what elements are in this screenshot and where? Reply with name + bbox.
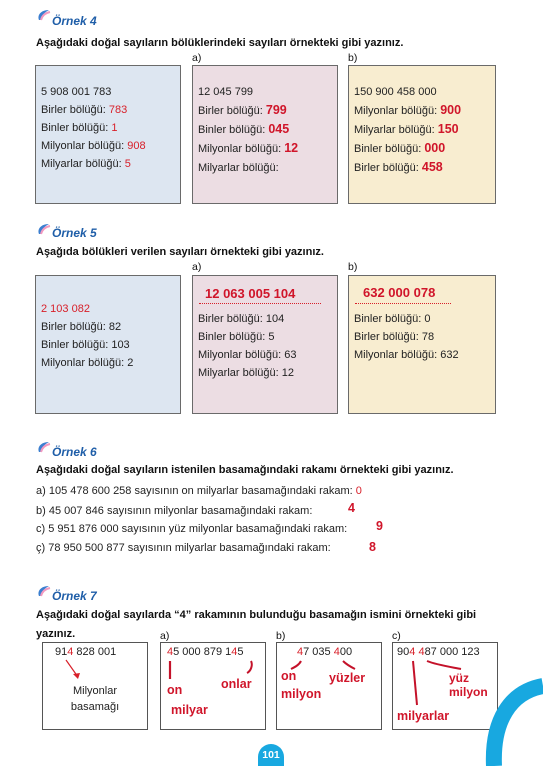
ex7-label-a: a) (160, 630, 170, 642)
example-badge-icon (36, 8, 52, 22)
ex4-b-box (348, 65, 496, 204)
ex4-label-a: a) (192, 52, 202, 64)
example-badge-icon (36, 440, 52, 454)
ex5-example-number: 2 103 082 (41, 303, 90, 315)
example-5-instruction: Aşağıda bölükleri verilen sayıları örnekteki gibi yazınız. (36, 246, 324, 258)
ex4-example-row: Milyonlar bölüğü: 908 (41, 140, 146, 152)
example-6-heading: Örnek 6 (52, 445, 97, 459)
ex7-label-b: b) (276, 630, 286, 642)
ex4-b-row: Milyonlar bölüğü: 900 (354, 103, 462, 117)
ex7-a-answer2: onlar (221, 677, 252, 691)
ex6-question-c: c) 5 951 876 000 sayısının yüz milyonlar basamağındaki rakam: (36, 523, 348, 535)
ex4-a-row: Birler bölüğü: 799 (198, 103, 287, 117)
ex7-example-box (42, 642, 148, 730)
ex4-example-number: 5 908 001 783 (41, 86, 112, 98)
ex6-answer-d: 8 (369, 540, 376, 554)
ex5-b-answer: 632 000 078 (363, 285, 436, 300)
ex4-b-row: Binler bölüğü: 000 (354, 141, 446, 155)
ex5-a-row: Milyonlar bölüğü: 63 (198, 349, 297, 361)
example-4-heading: Örnek 4 (52, 14, 97, 28)
ex4-example-row: Binler bölüğü: 1 (41, 122, 118, 134)
ex7-c-answer1: milyarlar (397, 709, 450, 723)
ex7-b-number: 47 035 400 (297, 646, 353, 658)
ex7-example-answer-line1: Milyonlar (72, 685, 117, 697)
ex5-a-row: Milyarlar bölüğü: 12 (198, 367, 294, 379)
ex4-a-row: Binler bölüğü: 045 (198, 122, 290, 136)
ex4-b-number: 150 900 458 000 (354, 86, 437, 98)
ex7-b-answer2: yüzler (329, 671, 366, 685)
ex7-example-number: 914 828 001 (55, 646, 117, 658)
example-7-heading: Örnek 7 (52, 589, 97, 603)
ex5-label-b: b) (348, 261, 358, 273)
ex5-a-answer-line (199, 303, 321, 304)
ex6-answer-c: 9 (376, 519, 383, 533)
ex7-b-answer1: on (281, 669, 297, 683)
ex6-question-b: b) 45 007 846 sayısının milyonlar basamağındaki rakam: (36, 505, 313, 517)
ex4-b-row: Milyarlar bölüğü: 150 (354, 122, 459, 136)
ex5-label-a: a) (192, 261, 202, 273)
page-number-badge (258, 744, 284, 766)
ex5-a-row: Birler bölüğü: 104 (198, 313, 285, 325)
ex7-a-box (160, 642, 266, 730)
ex5-a-box (192, 275, 338, 414)
ex7-a-number: 45 000 879 145 (167, 646, 244, 658)
ex5-example-row: Binler bölüğü: 103 (41, 339, 130, 351)
ex4-a-number: 12 045 799 (198, 86, 254, 98)
example-7-instruction-line1: Aşağıdaki doğal sayılarda “4” rakamının bulunduğu basamağın ismini örnekteki gibi (36, 609, 477, 621)
ex7-b-answer1b: milyon (281, 687, 322, 701)
ex6-answer-b: 4 (348, 501, 355, 515)
ex5-a-row: Binler bölüğü: 5 (198, 331, 275, 343)
ex7-example-answer-line2: basamağı (70, 701, 120, 713)
ex4-example-row: Birler bölüğü: 783 (41, 104, 128, 116)
example-5-heading: Örnek 5 (52, 226, 97, 240)
ex4-example-box (35, 65, 181, 204)
example-badge-icon (36, 584, 52, 598)
ex5-b-answer-line (355, 303, 451, 304)
ex6-question-a: a) 105 478 600 258 sayısının on milyarlar basamağındaki rakam: 0 (36, 485, 362, 497)
ex5-a-answer: 12 063 005 104 (205, 286, 296, 301)
ex5-b-row: Milyonlar bölüğü: 632 (354, 349, 459, 361)
ex5-b-row: Birler bölüğü: 78 (354, 331, 435, 343)
ex5-b-row: Binler bölüğü: 0 (354, 313, 431, 325)
ex4-a-row: Milyarlar bölüğü: (198, 162, 279, 174)
example-6-instruction: Aşağıdaki doğal sayıların istenilen basamağındaki rakamı örnekteki gibi yazınız. (36, 464, 454, 476)
ex7-b-box (276, 642, 382, 730)
ex4-b-row: Birler bölüğü: 458 (354, 160, 443, 174)
ex7-c-number: 904 487 000 123 (397, 646, 480, 658)
ex4-a-box (192, 65, 338, 204)
example-4-instruction: Aşağıdaki doğal sayıların bölüklerindeki sayıları örnekteki gibi yazınız. (36, 37, 404, 49)
ex7-a-answer1b: milyar (171, 703, 208, 717)
ex6-question-d: ç) 78 950 500 877 sayısının milyarlar basamağındaki rakam: (36, 542, 331, 554)
example-7-instruction-line2: yazınız. (36, 628, 76, 640)
ex4-a-row: Milyonlar bölüğü: 12 (198, 141, 299, 155)
ex4-label-b: b) (348, 52, 358, 64)
ex7-c-answer2: yüz milyon (449, 671, 488, 699)
ex5-b-box (348, 275, 496, 414)
ex5-example-box (35, 275, 181, 414)
example-badge-icon (36, 222, 52, 236)
ex7-a-answer1: on (167, 683, 183, 697)
ex7-label-c: c) (392, 630, 401, 642)
ex5-example-row: Milyonlar bölüğü: 2 (41, 357, 134, 369)
page-number: 101 (262, 749, 280, 761)
ex4-example-row: Milyarlar bölüğü: 5 (41, 158, 131, 170)
ex5-example-row: Birler bölüğü: 82 (41, 321, 122, 333)
decorative-arc-icon (480, 676, 543, 766)
